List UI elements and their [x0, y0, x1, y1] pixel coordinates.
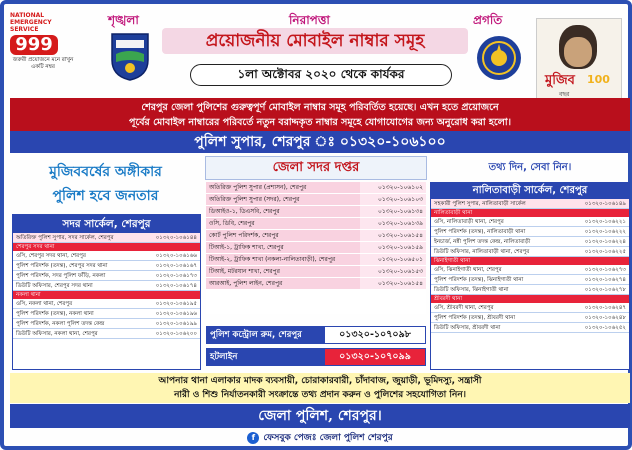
- contact-title: পুলিশ পরিদর্শক, নকলা পুলিশ তদন্ত কেন্দ্র: [16, 321, 105, 327]
- contact-title: ইনচার্জ, নন্নী পুলিশ তদন্ত কেন্দ্র, নালিতাবাড়ী: [434, 239, 531, 245]
- circle-title: সদর সার্কেল, শেরপুর: [13, 215, 200, 233]
- sadar-circle-panel: [12, 214, 201, 370]
- hotline-label: হটলাইন: [210, 352, 238, 362]
- control-room-label: পুলিশ কন্ট্রোল রুম, শেরপুর: [210, 330, 302, 340]
- contact-row: [431, 275, 629, 285]
- contact-title: অতিরিক্ত পুলিশ সুপার (সদর), শেরপুর: [206, 194, 360, 205]
- contact-row: [13, 251, 200, 261]
- contact-row: [431, 323, 629, 333]
- contact-title: পুলিশ পরিদর্শক (তদন্ত), ঝিনাইগাতী থানা: [434, 277, 524, 283]
- contact-number: ০১৩২০-১০৬২৭৩: [584, 267, 626, 273]
- motto-discipline: শৃঙ্খলা: [108, 13, 139, 27]
- contact-row: [206, 254, 426, 265]
- district-hq-title: জেলা সদর দপ্তর: [205, 156, 427, 180]
- contact-title: অতিরিক্ত পুলিশ সুপার, সদর সার্কেল, শেরপুর: [16, 235, 114, 241]
- contact-number: ০১৩২০-১০৬২৭৮: [584, 287, 626, 293]
- circle-title: নালিতাবাড়ী সার্কেল, শেরপুর: [431, 183, 629, 199]
- service-line: EMERGENCY: [10, 19, 52, 26]
- contact-number: ০১৩২০-১০৬১৩৯: [360, 218, 426, 229]
- contact-row: [431, 237, 629, 247]
- superintendent-contact: পুলিশ সুপার, শেরপুর ঃ ০১৩২০-১০৬১০০: [194, 134, 446, 150]
- contact-number: ০১৩২০-১০৬১৪৪: [155, 235, 197, 241]
- contact-number: ০১৩২০-১০৬১৭৩: [155, 273, 197, 279]
- contact-number: ০১৩২০-১০৬১৬৬: [155, 253, 197, 259]
- contact-number: ০১৩২০-১০৬১৫৩: [360, 266, 426, 277]
- emergency-number: 999: [10, 35, 58, 55]
- district-police-band: [10, 404, 630, 428]
- contact-title: ওসি, ডিবি, শেরপুর: [206, 218, 360, 229]
- contact-number: ০১৩২০-১০৬১৫৪: [360, 230, 426, 241]
- thana-heading: শেরপুর সদর থানা: [13, 243, 200, 251]
- contact-row: [431, 313, 629, 323]
- contact-number: ০১৩২০-১০৬২২৪: [584, 239, 626, 245]
- contact-row: [206, 182, 426, 193]
- contact-row: [431, 247, 629, 257]
- contact-title: ডিউটি অফিসার, ঝিনাইগাতী থানা: [434, 287, 509, 293]
- contact-title: ডিউটি অফিসার, শেরপুর সদর থানা: [16, 283, 93, 289]
- contact-number: ০১৩২০-১০৬২৫২: [584, 325, 626, 331]
- facebook-page-text[interactable]: ফেসবুক পেজঃ জেলা পুলিশ শেরপুর: [263, 433, 393, 443]
- contact-title: আরআই, পুলিশ লাইন, শেরপুর: [206, 278, 360, 289]
- contact-row: [206, 242, 426, 253]
- thana-heading: ঝিনাইগাতী থানা: [431, 257, 629, 265]
- contact-row: [13, 271, 200, 281]
- contact-row: [206, 266, 426, 277]
- contact-number: ০১৩২০-১০৬২২৫: [584, 249, 626, 255]
- service-line: NATIONAL: [10, 12, 45, 19]
- mujib-year-slogan: [10, 156, 201, 214]
- contact-row: [206, 218, 426, 229]
- contact-number: ০১৩২০-১০৬১৯৬: [155, 311, 197, 317]
- motto-security: নিরাপত্তা: [289, 13, 330, 27]
- thana-heading: নালিতাবাড়ী থানা: [431, 209, 629, 217]
- contact-number: ০১৩২০-১০৬১৫৯: [360, 242, 426, 253]
- contact-title: সহকারী পুলিশ সুপার, নালিতাবাড়ী সার্কেল: [434, 201, 526, 207]
- contact-row: [431, 199, 629, 209]
- contact-title: ওসি, ঝিনাইগাতী থানা, শেরপুর: [434, 267, 502, 273]
- contact-title: ওসি, শ্রীবরদী থানা, শেরপুর: [434, 305, 494, 311]
- contact-row: [206, 230, 426, 241]
- contact-row: [13, 319, 200, 329]
- public-appeal: [10, 373, 630, 403]
- contact-title: কোর্ট পুলিশ পরিদর্শক, শেরপুর: [206, 230, 360, 241]
- emergency-999-logo: [10, 12, 80, 74]
- contact-title: ডিউটি অফিসার, নকলা থানা, শেরপুর: [16, 331, 98, 337]
- years-text: বছর: [559, 91, 570, 98]
- contact-row: [431, 265, 629, 275]
- facebook-icon: f: [247, 432, 259, 444]
- police-shield-icon: [108, 30, 152, 82]
- control-room-row: [206, 326, 426, 344]
- contact-title: টিআই, মটরযান শাখা, শেরপুর: [206, 266, 360, 277]
- emergency-caption: জরুরী প্রয়োজনে মনে রাখুন একটি নম্বর: [12, 57, 74, 70]
- contact-title: অতিরিক্ত পুলিশ সুপার (প্রশাসন), শেরপুর: [206, 182, 360, 193]
- contact-row: [13, 281, 200, 291]
- contact-row: [13, 299, 200, 309]
- contact-title: ডিআইও-১, ডিএসবি, শেরপুর: [206, 206, 360, 217]
- change-notice: [10, 98, 630, 131]
- district-police-label: জেলা পুলিশ, শেরপুর।: [258, 408, 382, 424]
- contact-row: [13, 261, 200, 271]
- contact-row: [206, 278, 426, 289]
- slogan-line: পুলিশ হবে জনতার: [52, 188, 159, 204]
- notice-line: শেরপুর জেলা পুলিশের গুরুত্বপূর্ণ মোবাইল নাম্বার সমূহ পরিবর্তিত হয়েছে। এখন হতে প্রয়োজনে: [141, 102, 499, 113]
- contact-row: [431, 227, 629, 237]
- appeal-line: আপনার থানা এলাকার মাদক ব্যবসায়ী, চোরাকারবারী, চাঁদাবাজ, জুয়াড়ী, ভূমিদস্যু, সন্ত্রাসী: [158, 376, 482, 386]
- contact-number: ০১৩২০-১০৬১৭৪: [155, 283, 197, 289]
- contact-title: ওসি, শেরপুর সদর থানা, শেরপুর: [16, 253, 86, 259]
- contact-row: [431, 217, 629, 227]
- contact-number: ০১৩২০-১০৬৫০১: [360, 254, 426, 265]
- appeal-line: নারী ও শিশু নির্যাতনকারী সংক্রান্তে তথ্য প্রদান করুন ও পুলিশের সহযোগিতা নিন।: [174, 390, 466, 400]
- hotline-number: ০১৩২০-১০৭০৯৯: [325, 349, 425, 365]
- district-hq-list: [206, 182, 426, 314]
- contact-title: পুলিশ পরিদর্শক (তদন্ত), শ্রীবরদী থানা: [434, 315, 516, 321]
- contact-number: ০১৩২০-১০৬১৫৪: [360, 278, 426, 289]
- contact-number: ০১৩২০-১০৬১৯৫: [155, 301, 197, 307]
- contact-number: ০১৩২০-১০৬২৪৭: [584, 305, 626, 311]
- mujib-text: মুজিব: [545, 73, 575, 88]
- nalitabari-circle-panel: [430, 182, 630, 370]
- contact-title: পুলিশ পরিদর্শক (তদন্ত), শেরপুর সদর থানা: [16, 263, 108, 269]
- slogan-line: মুজিববর্ষের অঙ্গীকার: [49, 164, 162, 180]
- page-title: প্রয়োজনীয় মোবাইল নাম্বার সমূহ: [162, 28, 468, 54]
- contact-number: ০১৩২০-১০৬১৪৯: [584, 201, 626, 207]
- contact-title: ওসি, নালিতাবাড়ী থানা, শেরপুর: [434, 219, 504, 225]
- contact-row: [13, 309, 200, 319]
- hotline-row: [206, 348, 426, 366]
- superintendent-bar: [10, 131, 630, 153]
- contact-title: ডিউটি অফিসার, নালিতাবাড়ী থানা, শেরপুর: [434, 249, 530, 255]
- contact-number: ০১৩২০-১০৬১০২: [360, 182, 426, 193]
- contact-row: [431, 285, 629, 295]
- contact-number: ০১৩২০-১০৬২২১: [584, 219, 626, 225]
- facebook-line: [10, 429, 630, 447]
- thana-heading: শ্রীবরদী থানা: [431, 295, 629, 303]
- service-line: SERVICE: [10, 26, 39, 33]
- info-slogan: তথ্য দিন, সেবা নিন।: [488, 162, 572, 173]
- notice-line: পূর্বের মোবাইল নাম্বারের পরিবর্তে নতুন বরাদ্দকৃত নাম্বার সমূহে যোগাযোগের জন্য অনুরোধ করা হলো।: [129, 117, 511, 128]
- contact-title: টিআই-২, ট্রাফিক শাখা (নকলা-নালিতাবাড়ী), শেরপুর: [206, 254, 360, 265]
- contact-number: ০১৩২০-১০৬১০৩: [360, 194, 426, 205]
- contact-row: [13, 233, 200, 243]
- hundred-text: 100: [587, 73, 610, 86]
- contact-row: [206, 206, 426, 217]
- contact-title: পুলিশ পরিদর্শক, সদর পুলিশ ফাঁড়ি, নকলা: [16, 273, 106, 279]
- contact-number: ০১৩২০-১০৬১৯৯: [155, 321, 197, 327]
- contact-number: ০১৩২০-১০৬২২২: [584, 229, 626, 235]
- contact-number: ০১৩২০-১০৬২৪৮: [584, 315, 626, 321]
- thana-heading: নকলা থানা: [13, 291, 200, 299]
- effective-date: ১লা অক্টোবর ২০২০ থেকে কার্যকর: [190, 64, 452, 86]
- contact-title: পুলিশ পরিদর্শক (তদন্ত), নকলা থানা: [16, 311, 94, 317]
- contact-title: ডিউটি অফিসার, শ্রীবরদী থানা: [434, 325, 501, 331]
- contact-number: ০১৩২০-১০৬১৬৭: [155, 263, 197, 269]
- contact-row: [431, 303, 629, 313]
- police-emblem-icon: [475, 34, 523, 82]
- motto-progress: প্রগতি: [473, 13, 503, 27]
- contact-number: ০১৩২০-১০৬২০০: [155, 331, 197, 337]
- contact-row: [13, 329, 200, 339]
- control-room-number: ০১৩২০-১০৭০৯৮: [325, 327, 425, 343]
- contact-row: [206, 194, 426, 205]
- contact-title: পুলিশ পরিদর্শক (তদন্ত), নালিতাবাড়ী থানা: [434, 229, 526, 235]
- portrait-face: [564, 37, 592, 67]
- contact-number: ০১৩২০-১০৬২৭৪: [584, 277, 626, 283]
- contact-title: টিআই-১, ট্রাফিক শাখা, শেরপুর: [206, 242, 360, 253]
- contact-title: ওসি, নকলা থানা, শেরপুর: [16, 301, 73, 307]
- contact-number: ০১৩২০-১০৬১৩৪: [360, 206, 426, 217]
- mujib-100-logo: [536, 18, 622, 100]
